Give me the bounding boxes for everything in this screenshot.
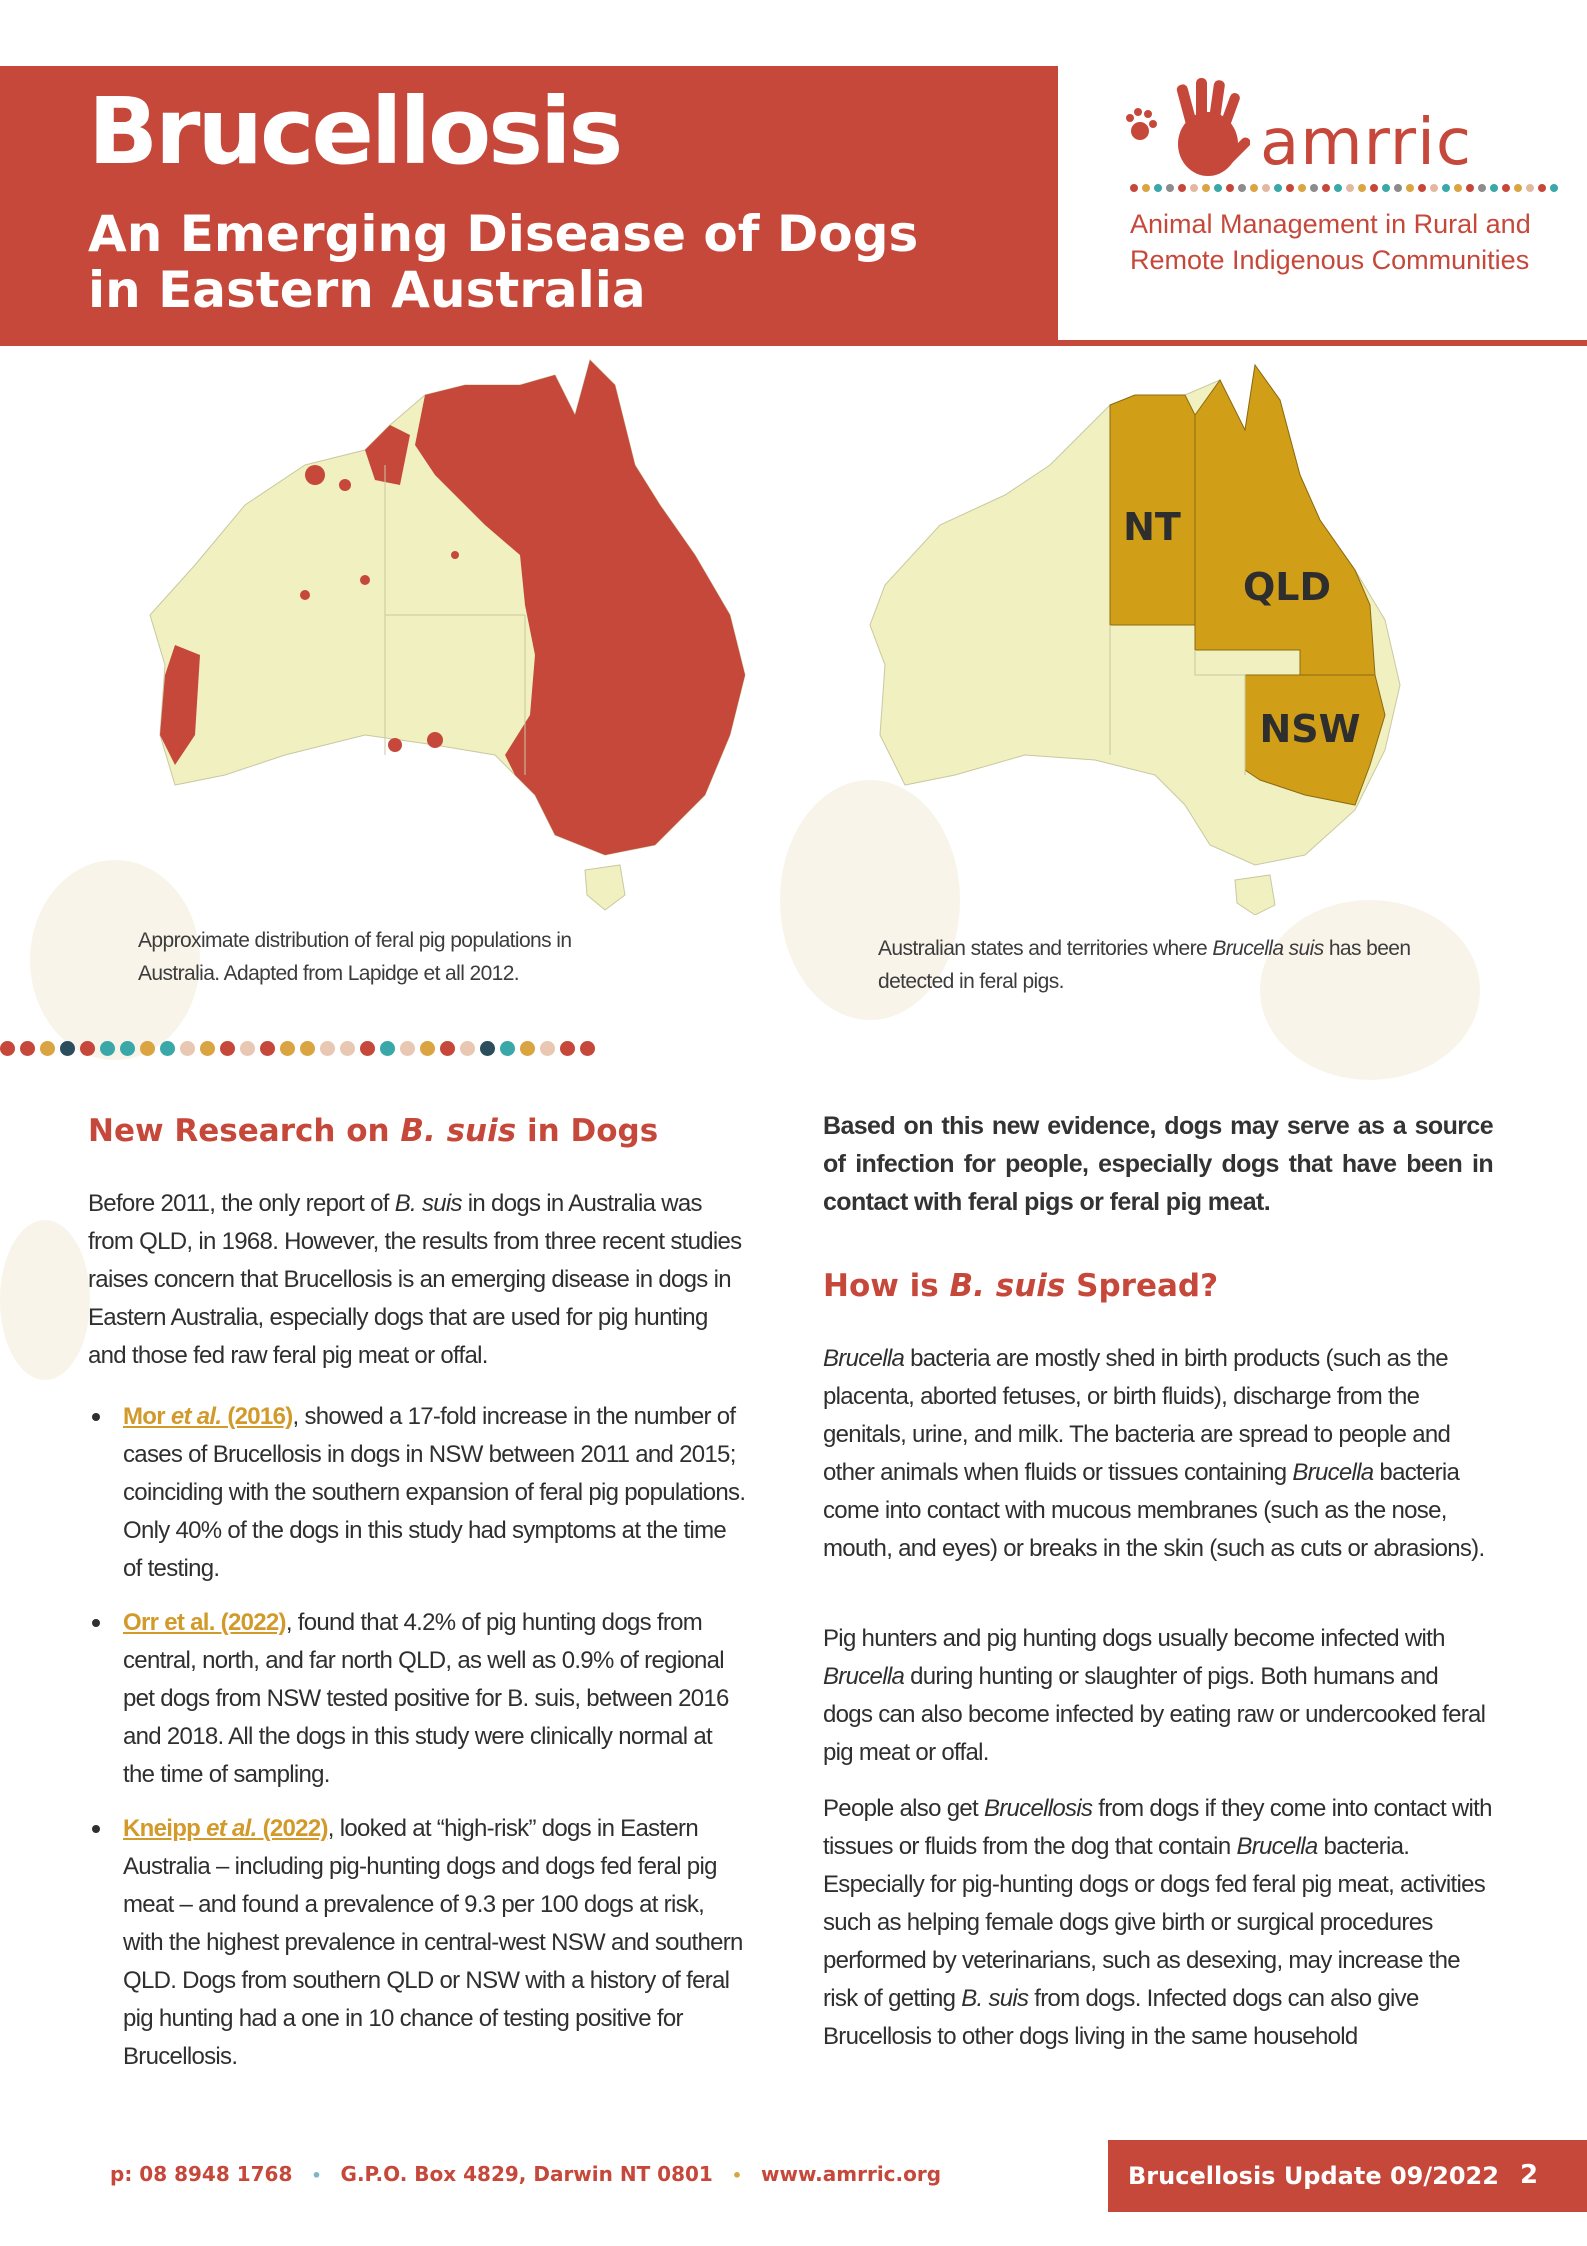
footer-separator: •	[731, 2166, 743, 2185]
reference-link[interactable]: Orr et al. (2022)	[123, 1609, 286, 1636]
list-item-text: , looked at “high-risk” dogs in Eastern Australia – including pig-hunting dogs and dogs fed feral pig meat – and found a prevalence of 9.3 per 100 dogs at risk, with the highest prevalence in central-west NSW and southern QLD. Dogs from southern QLD or NSW with a history of feral pig hunting had a one in 10 chance of testing positive for Brucellosis.	[123, 1815, 743, 2070]
caption-text: has been	[1323, 937, 1411, 960]
logo-wordmark: amrric	[1260, 106, 1473, 180]
right-map-caption	[878, 932, 1498, 998]
para-italic: B. suis	[394, 1190, 462, 1217]
state-qld	[1195, 365, 1375, 675]
list-item	[88, 1810, 748, 2076]
footer-website-link[interactable]: www.amrric.org	[761, 2162, 942, 2186]
subtitle-line: An Emerging Disease of Dogs	[88, 205, 919, 263]
heading-text: in Dogs	[516, 1113, 659, 1149]
list-item	[88, 1604, 748, 1794]
spread-paragraph-3: People also get Brucellosis from dogs if they come into contact with tissues or fluids from the dog that contain Brucella bacteria. Especially for pig-hunting dogs or dogs fed feral pig meat, activities such as helping female dogs give birth or surgical procedures performed by veterinarians, such as desexing, may increase the risk of getting B. suis from dogs. Infected dogs can also give Brucellosis to other dogs living in the same household	[823, 1795, 1492, 2050]
state-label-nt: NT	[1123, 505, 1181, 549]
tagline-line: Animal Management in Rural and	[1130, 209, 1531, 239]
left-map-caption	[138, 924, 698, 990]
brucella-states-map	[865, 355, 1505, 915]
caption-line: Approximate distribution of feral pig populations in	[138, 929, 572, 952]
page-title: Brucellosis	[88, 78, 621, 185]
evidence-statement: Based on this new evidence, dogs may serve as a source of infection for people, especially dogs that have been in contact with feral pigs or feral pig meat.	[823, 1112, 1493, 1216]
para-text: Before 2011, the only report of	[88, 1190, 395, 1217]
caption-line: Australia. Adapted from Lapidge et all 2012.	[138, 962, 520, 985]
page-subtitle	[88, 206, 1048, 318]
amrric-logo	[1120, 76, 1560, 276]
caption-line: detected in feral pigs.	[878, 970, 1064, 993]
footer-separator: •	[311, 2166, 322, 2185]
subtitle-line: in Eastern Australia	[88, 261, 646, 319]
section-heading-spread	[823, 1268, 1218, 1304]
paw-hand-icon	[1120, 76, 1250, 186]
para-text: in dogs in Australia was from QLD, in 1968. However, the results from three recent studies raises concern that Brucellosis is an emerging disease in dogs in Eastern Australia, especially dogs that are used for pig hunting and those fed raw feral pig meat or offal.	[88, 1190, 742, 1369]
footer-contact	[110, 2162, 941, 2186]
footer-address: G.P.O. Box 4829, Darwin NT 0801	[340, 2162, 713, 2186]
tagline-line: Remote Indigenous Communities	[1130, 245, 1530, 275]
tasmania	[585, 865, 625, 910]
page-number: 2	[1520, 2160, 1539, 2190]
state-label-qld: QLD	[1242, 565, 1332, 609]
logo-tagline	[1130, 206, 1531, 278]
spread-paragraph-2: Pig hunters and pig hunting dogs usually become infected with Brucella during hunting or slaughter of pigs. Both humans and dogs can also become infected by eating raw or undercooked feral pig meat or offal.	[823, 1625, 1486, 1766]
decorative-dot-divider	[0, 1041, 595, 1056]
caption-italic: Brucella suis	[1212, 937, 1324, 960]
background-shape	[0, 1220, 90, 1380]
list-item-text: , found that 4.2% of pig hunting dogs from central, north, and far north QLD, as well as 0.9% of regional pet dogs from NSW tested positive for B. suis, between 2016 and 2018. All the dogs in this study were clinically normal at the time of sampling.	[123, 1609, 729, 1788]
tasmania	[1235, 875, 1275, 915]
heading-text: New Research on	[88, 1113, 401, 1149]
intro-paragraph	[88, 1185, 748, 1375]
feral-pig-distribution-map	[135, 355, 755, 915]
caption-text: Australian states and territories where	[878, 937, 1213, 960]
header-divider	[0, 340, 1587, 346]
footer-title: Brucellosis Update 09/2022	[1128, 2162, 1499, 2190]
heading-italic: B. suis	[949, 1268, 1066, 1304]
reference-link[interactable]: Mor et al. (2016)	[123, 1403, 293, 1430]
footer-phone: p: 08 8948 1768	[110, 2162, 293, 2186]
list-item-text: , showed a 17-fold increase in the number of cases of Brucellosis in dogs in NSW between 2011 and 2015; coinciding with the southern expansion of feral pig populations. Only 40% of the dogs in this study had symptoms at the time of testing.	[123, 1403, 746, 1582]
section-heading-new-research	[88, 1113, 658, 1149]
study-list	[88, 1398, 748, 2092]
reference-link[interactable]: Kneipp et al. (2022)	[123, 1815, 328, 1842]
spread-paragraph-1: Brucella bacteria are mostly shed in birth products (such as the placenta, aborted fetuses, or birth fluids), discharge from the genitals, urine, and milk. The bacteria are spread to people and other animals when fluids or tissues containing Brucella bacteria come into contact with mucous membranes (such as the nose, mouth, and eyes) or breaks in the skin (such as cuts or abrasions).	[823, 1345, 1485, 1562]
state-label-nsw: NSW	[1259, 707, 1361, 751]
heading-text: Spread?	[1065, 1268, 1219, 1304]
heading-text: How is	[823, 1268, 950, 1304]
footer-title-box	[1108, 2140, 1587, 2212]
logo-dot-strip	[1130, 184, 1558, 192]
caption-line	[878, 932, 1498, 965]
heading-italic: B. suis	[400, 1113, 517, 1149]
list-item	[88, 1398, 748, 1588]
